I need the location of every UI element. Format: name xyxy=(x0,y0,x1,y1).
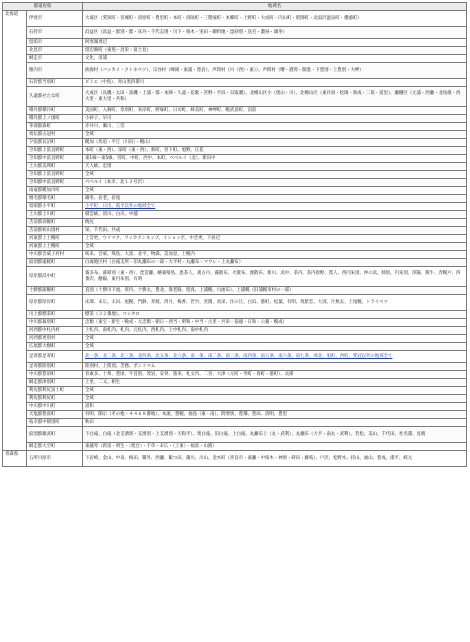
municipality-cell: 五所川原市 xyxy=(27,451,83,467)
table-row xyxy=(3,187,467,195)
table-row xyxy=(3,259,467,267)
area-name-cell: 全域 xyxy=(83,243,467,251)
area-name-cell: 雄冬、岩老、岩尾 xyxy=(83,195,467,203)
municipality-cell: 河東郡上士幌町 xyxy=(27,235,83,243)
table-row xyxy=(3,211,467,219)
municipality-cell: 空知郡上富良野町 xyxy=(27,147,83,155)
table-body xyxy=(3,11,467,467)
area-name-cell: 抜海村（バッカイ・クトネベツ）、宗谷村（峰岡・東浦・豊岩）、声問村（川（西）・東））、声問村（曙・港湾・開進・下豊別・上豊別・大岬） xyxy=(83,63,467,79)
municipality-cell: 石狩郡当別町 xyxy=(27,79,83,87)
area-name-cell: 床潭、末広、太田、尾幌、門静、奔渡、湾月、梅香、若竹、宮園、真栄、住の江、白浜、港町、松葉、有明、筑紫恋、大別、片無去、上尾幌、トライベツ xyxy=(83,295,467,311)
municipality-cell: 厚岸郡厚岸町 xyxy=(27,295,83,311)
area-name-cell: 全域 xyxy=(83,187,467,195)
municipality-cell: 利尻郡利尻町 xyxy=(27,395,83,403)
table-row xyxy=(3,295,467,311)
municipality-cell: 網走市 xyxy=(27,55,83,63)
area-name-cell: 東1線〜東5線、宮町、中町、西中、本町、ベベルイ（北）、新田中 xyxy=(83,155,467,163)
table-row xyxy=(3,123,467,131)
area-name-cell: 小砂子、早川 xyxy=(83,115,467,123)
municipality-cell: 石狩市 xyxy=(27,27,83,39)
table-row xyxy=(3,235,467,243)
municipality-cell: 苫前郡羽幌町 xyxy=(27,219,83,227)
table-row xyxy=(3,327,467,335)
municipality-cell: 足寄郡足寄町 xyxy=(27,351,83,363)
area-name-cell: 富和 xyxy=(83,403,467,411)
area-name-cell: 上里、二又、相生 xyxy=(83,379,467,387)
area-name-cell: 全域 xyxy=(83,171,467,179)
area-name-cell: 全域 xyxy=(83,131,467,139)
table-row xyxy=(3,443,467,451)
municipality-cell: 中川郡音威子府村 xyxy=(27,251,83,259)
table-row xyxy=(3,47,467,55)
area-name-cell: 阿寒湖周辺 xyxy=(83,39,467,47)
area-name-link[interactable]: 小平町、日出、霞平以外の地域全て xyxy=(85,203,156,209)
municipality-cell: 勇払郡占冠村 xyxy=(27,131,83,139)
area-name-cell: 文化、清浦 xyxy=(83,55,467,63)
municipality-cell: 茅部郡森町 xyxy=(27,123,83,131)
table-row xyxy=(3,155,467,163)
municipality-cell: 河東郡上士幌町 xyxy=(27,243,83,251)
area-name-cell: 陸別村、上陸別、苫務、ポントマム xyxy=(83,363,467,371)
municipality-cell: 久遠郡せたな町 xyxy=(27,87,83,107)
table-row xyxy=(3,403,467,411)
table-row xyxy=(3,243,467,251)
table-row xyxy=(3,427,467,443)
area-name-cell: 忠類（東宝・新生・晩成・元忠類・朝日・西当・明和・中当・古里・共栄・協徳・日和・公親・幌成） xyxy=(83,319,467,327)
municipality-cell: 雨竜郡幌加内町 xyxy=(27,187,83,195)
table-row xyxy=(3,411,467,419)
area-name-link[interactable]: 北一条、北二条、北三条、北四条、北五条、北六条、南一条、南二条、南三条、南四条、南五条、南六条、南七条、郊北、旭町、西町、愛冠以外の地域全て xyxy=(85,353,393,359)
area-name-cell: 東藻琴（新富・明生・（旭台）・千草・末広・（上東）・福富・山園） xyxy=(83,443,467,451)
area-name-cell: 標茶（３２番地）、コッタロ xyxy=(83,311,467,319)
table-header-row xyxy=(3,3,467,11)
area-name-cell: 大滝区（愛知町・宮城町・清原町・豊里町・本町・清陵町・三階滝町・本郷町・上野町・大成町・円山町・昭園町・北湯沢温泉町・優徳町） xyxy=(83,11,467,27)
municipality-cell: 上川郡美瑛町 xyxy=(27,163,83,171)
table-row xyxy=(3,79,467,87)
municipality-cell: 河西郡更別村 xyxy=(27,335,83,343)
municipality-cell: 積丹郡上ノ国町 xyxy=(27,115,83,123)
municipality-cell: 留萌市 xyxy=(27,39,83,47)
municipality-cell: 紋別郡雄武町 xyxy=(27,427,83,443)
area-table-container xyxy=(2,2,468,467)
table-row xyxy=(3,395,467,403)
table-row xyxy=(3,87,467,107)
municipality-cell: 積丹郡積丹町 xyxy=(27,107,83,115)
area-name-cell: 白滝地区村（白滝支所・旧丸瀬布の一部・大平村・丸瀬布・マウレ・上丸瀬布） xyxy=(83,259,467,267)
municipality-cell: 夕張郡長沼町 xyxy=(27,139,83,147)
table-row xyxy=(3,107,467,115)
municipality-cell: 空知郡上富良野町 xyxy=(27,171,83,179)
area-name-cell: 咲来、音威、筬島、大富、北平、物満、美加登、上幌内 xyxy=(83,251,467,259)
municipality-cell: 北見市 xyxy=(27,47,83,55)
table-row xyxy=(3,195,467,203)
municipality-cell: 中川郡幕別町 xyxy=(27,319,83,327)
area-name-cell xyxy=(83,351,467,363)
area-name-cell: 浜益区（浜益・群別・郡・床丹・千代志別・川下・柏木・実田・御料地・毘砂別・送毛・濃昼・雄冬） xyxy=(83,27,467,39)
table-row xyxy=(3,147,467,155)
area-name-cell xyxy=(83,203,467,211)
table-row xyxy=(3,343,467,351)
table-row xyxy=(3,219,467,227)
municipality-cell: 中川郡中川町 xyxy=(27,403,83,411)
area-name-cell: ベベルイ（本幸、北１３号沢） xyxy=(83,179,467,187)
table-row xyxy=(3,139,467,147)
table-row xyxy=(3,371,467,379)
area-name-cell: 焼尻 xyxy=(83,219,467,227)
table-row xyxy=(3,27,467,39)
municipality-cell: 網走郡津別町 xyxy=(27,379,83,387)
municipality-cell: 足寄郡陸別町 xyxy=(27,363,83,371)
area-name-cell: 下岩崎、金山、中泉、梅田、羅外、西瀬、飯つ田、藻川、川山、金木町（喜良市・嘉瀬・中柏木・神原・蒔田・藤枝）、戸沢、松野木、持山、福山、豊成、漆平、嵯元 xyxy=(83,451,467,467)
area-name-cell: 大成区（長磯・太田・富磯・上浦・都・本陣・久遠・花歌・宮野・平浜・貝取澗）、北檜山区小（奥山・川）、北檜山区（東丹羽・松岡・新成・二俣・富里）、瀬棚区（元浦・西瀬・北島歌・西大里・東大里・共和） xyxy=(83,87,467,107)
area-name-cell: 全域 xyxy=(83,343,467,351)
municipality-cell: 空知郡中富良野町 xyxy=(27,179,83,187)
municipality-cell: 枝幸郡中頓別町 xyxy=(27,419,83,427)
area-name-cell: 全域 xyxy=(83,387,467,395)
area-name-cell: 本町（東・西）、栄町（東・西）、新町、宮下町、旭野、江花 xyxy=(83,147,467,155)
table-row xyxy=(3,267,467,287)
table-row xyxy=(3,311,467,319)
prefecture-cell: 北海道 xyxy=(3,11,27,451)
table-row xyxy=(3,131,467,139)
area-name-cell: 栄、千代田、共成 xyxy=(83,227,467,235)
table-row xyxy=(3,11,467,27)
area-name-cell: 赤井川、濁川、三岱 xyxy=(83,123,467,131)
area-name-cell: 留辺蘂町（東苑・昌栄・富士見） xyxy=(83,47,467,55)
area-name-cell: 直別（十勝川下流、厚内、十勝太、豊北、貴老路、留真、上浦幌、川流布）、上浦幌（旧浦幌市村の一部） xyxy=(83,287,467,295)
municipality-cell: 利尻郡利尻富士町 xyxy=(27,387,83,395)
municipality-cell: 十勝郡浦幌町 xyxy=(27,287,83,295)
table-row xyxy=(3,171,467,179)
area-table xyxy=(2,2,467,467)
table-row xyxy=(3,251,467,259)
area-name-cell: 育素多、十弗、豊頃、牛首別、茂岩、安骨、旅来、礼文内、二宮、大津（元町・寿町・春町・港町）、長節 xyxy=(83,371,467,379)
municipality-cell: 上川郡上川町 xyxy=(27,211,83,219)
municipality-cell: 空知郡中富良野町 xyxy=(27,155,83,163)
municipality-cell: 稚内市 xyxy=(27,63,83,79)
municipality-cell: 河西郡中札内村 xyxy=(27,327,83,335)
municipality-cell: 川上郡標茶町 xyxy=(27,311,83,319)
table-row xyxy=(3,319,467,327)
table-row xyxy=(3,287,467,295)
table-row xyxy=(3,363,467,371)
area-name-cell: 有明、開示（その他・４４６８番地）、本流、豊幌、福島（東・南）、問寒別、豊畑、豊田、清明、豊里 xyxy=(83,411,467,419)
municipality-cell: 伊達市 xyxy=(27,11,83,27)
municipality-cell: 苫前郡初山別村 xyxy=(27,227,83,235)
municipality-cell: 厚岸郡浜中町 xyxy=(27,267,83,287)
header-area-name: 地域名 xyxy=(83,3,467,11)
area-name-cell: 全域 xyxy=(83,395,467,403)
table-row xyxy=(3,419,467,427)
table-row xyxy=(3,335,467,343)
municipality-cell: 天塩郡豊富町 xyxy=(27,411,83,419)
municipality-cell: 増毛郡増毛町 xyxy=(27,195,83,203)
table-row xyxy=(3,179,467,187)
area-name-cell: 下白滝、白滝（北支湧別・支湧別・上支湧別・天狗平）、奥白滝、旧白滝、上白滝、丸瀬布上（丸・武利）、丸瀬布（大平・南丸・武利）、若松、美山、千代田、社名淵、見晴 xyxy=(83,427,467,443)
area-name-cell: ビトエ（中島）、青山奥四番川 xyxy=(83,79,467,87)
header-prefecture: 都道府県 xyxy=(3,3,83,11)
municipality-cell: 網走郡大空町 xyxy=(27,443,83,451)
municipality-cell: 広尾郡大樹町 xyxy=(27,343,83,351)
table-row xyxy=(3,63,467,79)
table-row xyxy=(3,55,467,63)
municipality-cell: 中川郡豊頃町 xyxy=(27,371,83,379)
area-name-cell: 全域 xyxy=(83,335,467,343)
area-name-cell: 層雲峡、清川、白川、中越 xyxy=(83,211,467,219)
municipality-cell: 紋別郡遠軽町 xyxy=(27,259,83,267)
area-name-cell: 霧多布、暮帰別（東・西）、琵琶瀬、嶮暮帰島、恵茶人、羨古丹、藻散布、火散布、渡散布、新川、浜中、茶内、茶内原野、貰人、西円朱別、仲の浜、姉別、円朱別、厚陽、熊牛、奔幌戸、四番沢、酪陽、東円朱別、有明 xyxy=(83,267,467,287)
municipality-cell: 留萌郡小平町 xyxy=(27,203,83,211)
table-row xyxy=(3,351,467,363)
table-row xyxy=(3,203,467,211)
area-name-cell: 幌加（馬追・平丘（川向）・幌山） xyxy=(83,139,467,147)
area-name-cell: 天人峡、忠別 xyxy=(83,163,467,171)
table-row xyxy=(3,163,467,171)
area-name-cell: 上音更、ウリマク、ワッカクンネップ、イショッポ、中音更、下居辺 xyxy=(83,235,467,243)
table-row xyxy=(3,227,467,235)
area-name-cell: 上札内、南札内、札内、元札内、西札内、上中札内、南中札内 xyxy=(83,327,467,335)
table-row xyxy=(3,379,467,387)
table-row xyxy=(3,115,467,123)
table-row xyxy=(3,387,467,395)
prefecture-cell: 青森県 xyxy=(3,451,27,467)
area-name-cell: 秋田 xyxy=(83,419,467,427)
table-row xyxy=(3,451,467,467)
table-row xyxy=(3,39,467,47)
area-name-cell: 美国町、入舸町、余別町、来岸町、野塚町、日司町、婦美町、神岬町、幌武意町、沼前 xyxy=(83,107,467,115)
